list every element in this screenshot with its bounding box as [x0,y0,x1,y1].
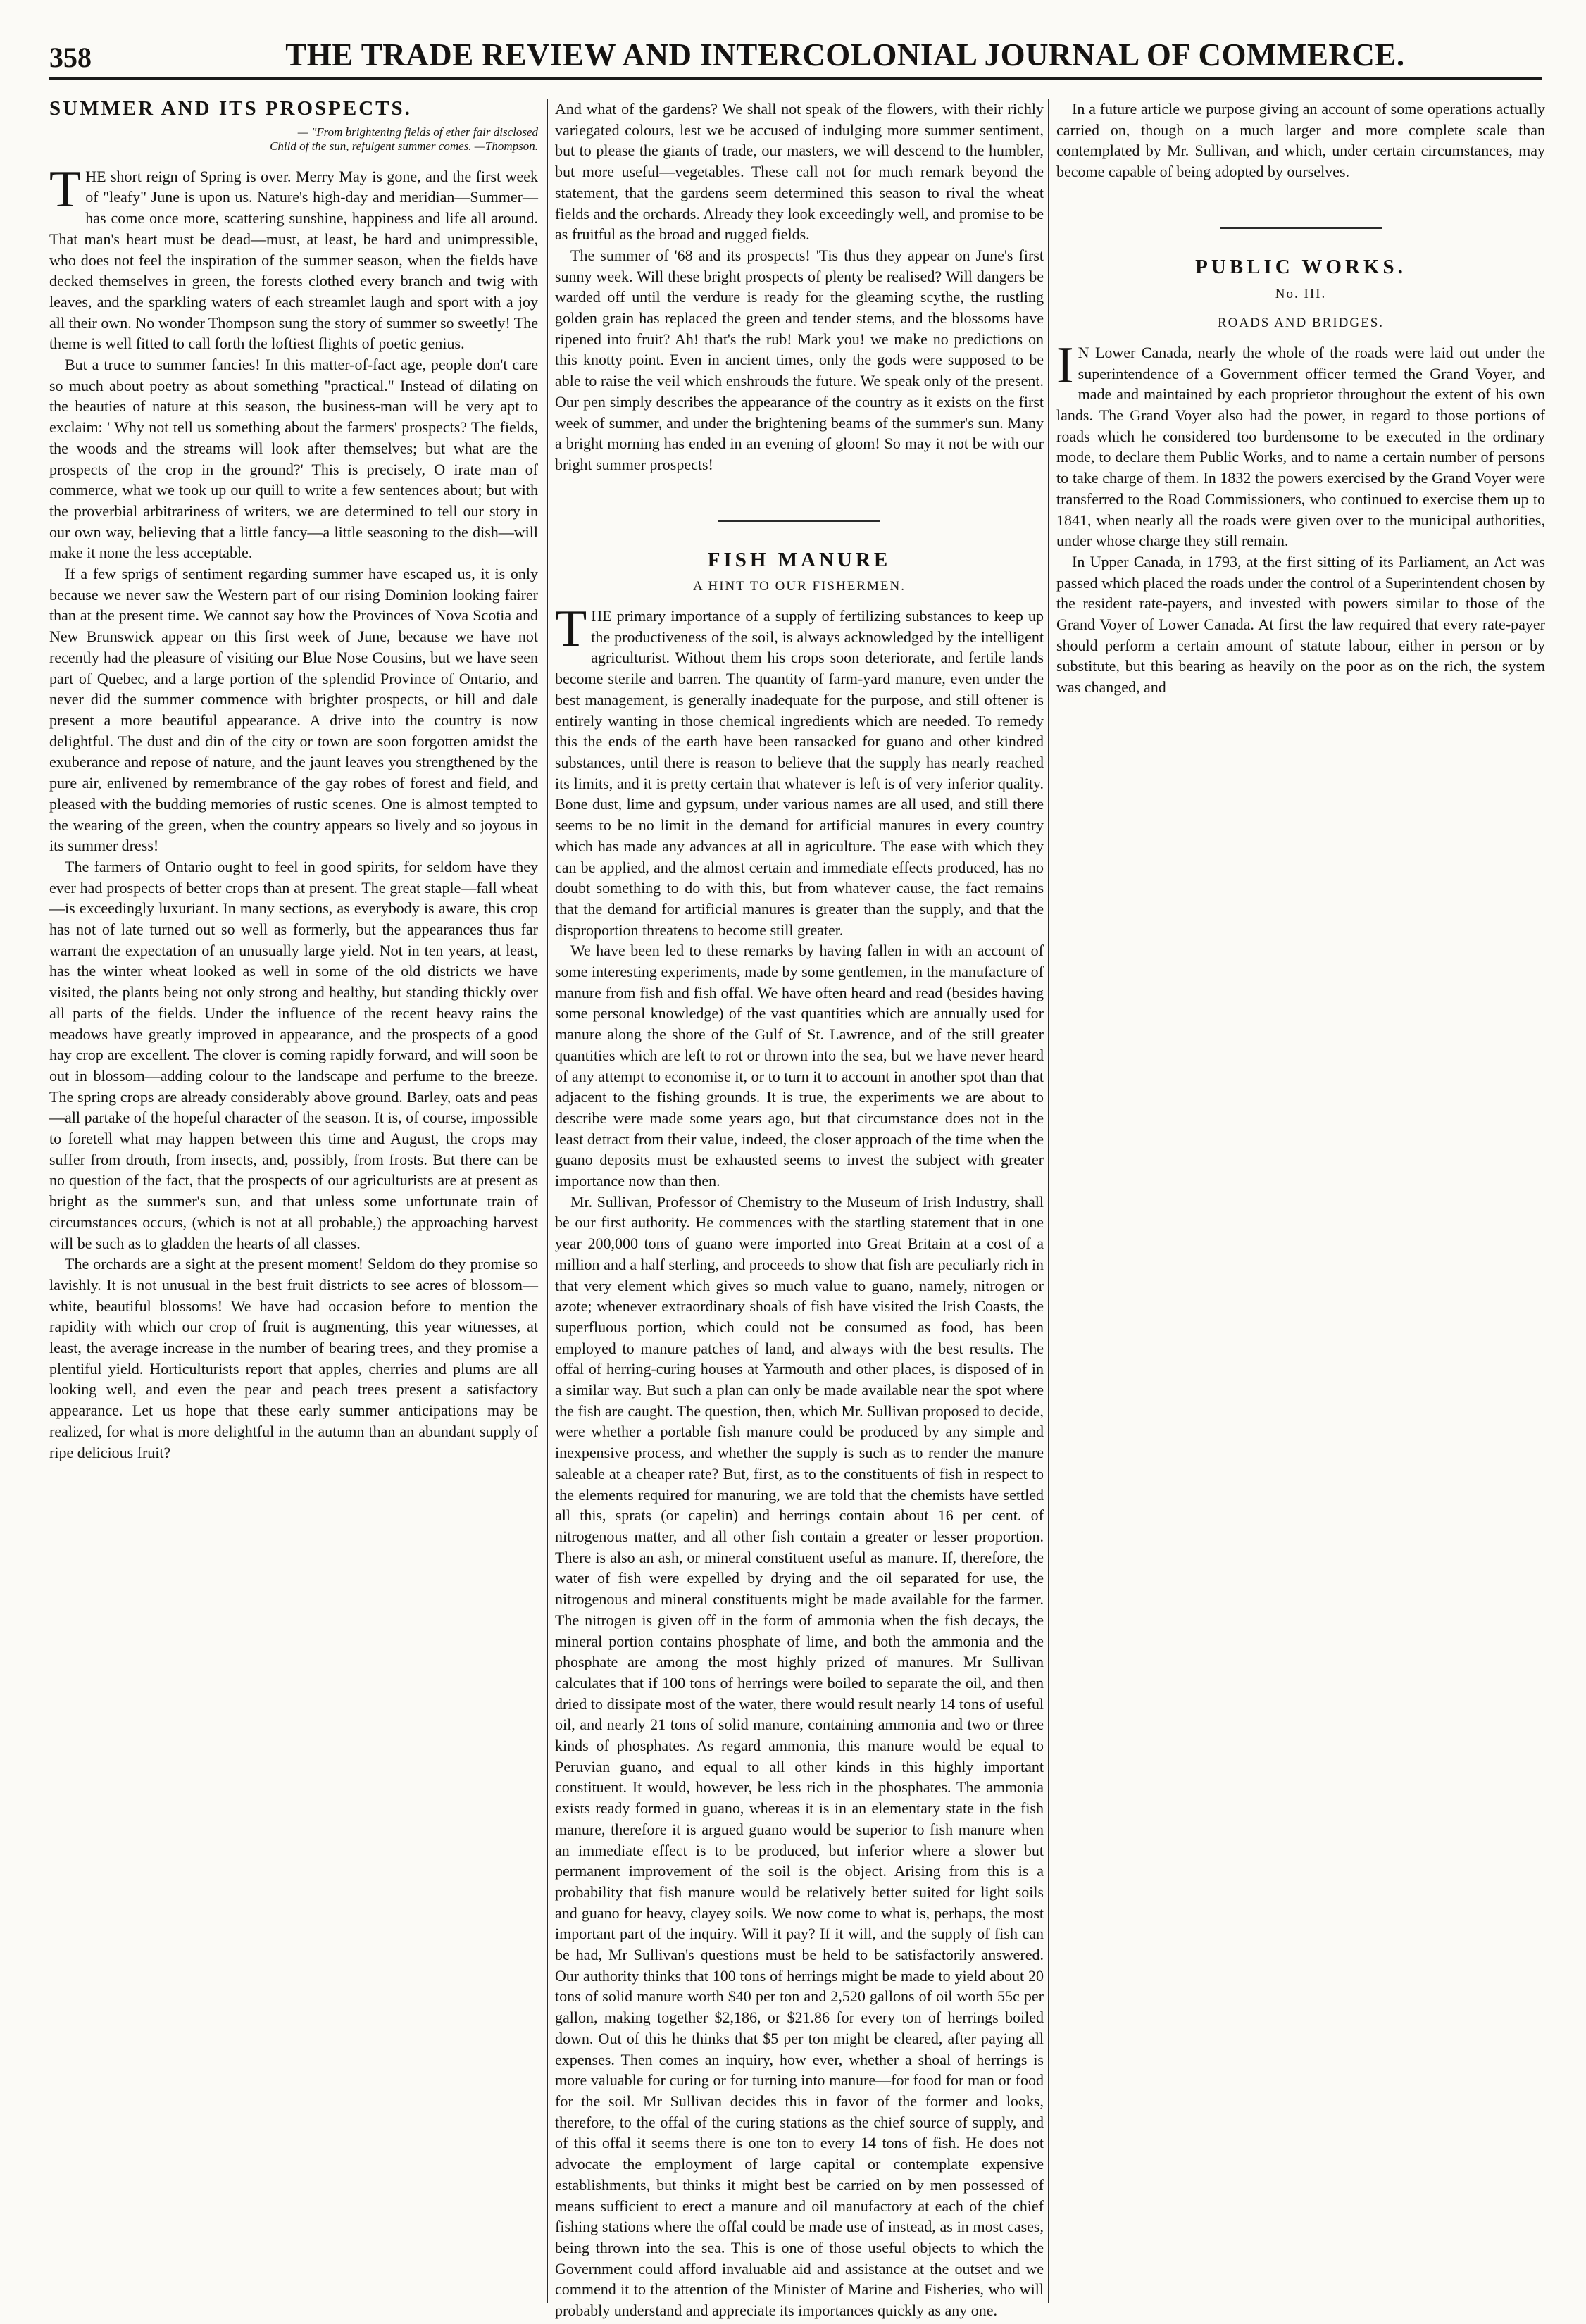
article-separator [718,520,880,522]
paragraph-text: HE short reign of Spring is over. Merry May is gone, and the first week of "leafy" June is upon us. Nature's high-day and meridian—Summer—has come once more, scattering sunshine, happiness and life all around. That man's heart must be dead—must, at least, be hard and unimpressible, who does not feel the inspiration of the summer season, when the fields have decked themselves in green, the forests clothed every branch and twig with leaves, and the sparkling waters of each streamlet laugh and sport with a joy all their own. No wonder Thompson sung the story of summer so sweetly! The theme is well fitted to call forth the loftiest flights of poetic genius. [49,167,538,353]
paragraph: Mr. Sullivan, Professor of Chemistry to the Museum of Irish Industry, shall be our first authority. He commences with the startling statement that in one year 200,000 tons of guano were imported into Great Britain at a cost of a million and a half sterling, and proceeds to show that fish are peculiarly rich in that very element which gives so much value to guano, namely, nitrogen or azote; whenever extraordinary shoals of fish have visited the Irish Coasts, the superfluous portion, which could not be consumed as food, has been employed to manure patches of land, and always with the best results. The offal of herring-curing houses at Yarmouth and other places, is disposed of in a similar way. But such a plan can only be made available near the spot where the fish are caught. The question, then, which Mr. Sullivan proposed to decide, were whether a portable fish manure could be produced by any simple and inexpensive process, and whether the supply is such as to render the manure saleable at a cheaper rate? But, first, as to the constituents of fish in respect to the elements required for manuring, we are told that the chemists have settled all this, sprats (or capelin) and herrings contain about 16 per cent. of nitrogenous matter, and all other fish contain a greater or lesser proportion. There is also an ash, or mineral constituent useful as manure. If, therefore, the water of fish were expelled by drying and the oil separated for use, the nitrogenous and mineral constituents might be made available for the farmer. The nitrogen is given off in the form of ammonia when the fish decays, the mineral portion contains phosphate of lime, and both the ammonia and the phosphate are among the most highly prized of manures. Mr Sullivan calculates that if 100 tons of herrings were boiled to separate the oil, and then dried to dissipate most of the water, there would result nearly 14 tons of useful oil, and nearly 21 tons of solid manure, containing ammonia and two or three kinds of phosphates. As regard ammonia, this manure would be equal to Peruvian guano, and equal to all other kinds in this highly important constituent. It would, however, be less rich in the phosphates. The ammonia exists ready formed in guano, whereas it is in an elementary state in the fish manure, therefore it is argued guano would be superior to fish manure when an immediate effect is to be produced, but inferior where a slower but permanent improvement of the soil is the object. Arising from this is a probability that fish manure would be relatively better suited for light soils and guano for heavy, clayey soils. We now come to what is, perhaps, the most important part of the inquiry. Will it pay? If it will, and the supply of fish can be had, Mr Sullivan's questions must be held to be satisfactorily answered. Our authority thinks that 100 tons of herrings might be made to yield about 20 tons of solid manure worth $40 per ton and 2,520 gallons of oil worth 55c per gallon, making together $2,186, or $21.86 for every ton of herrings boiled down. Out of this he thinks that $5 per ton might be cleared, after paying all expenses. Then comes an inquiry, how ever, whether a shoal of herrings is more valuable for curing or for turning into manure—for food for man or food for the soil. Mr Sullivan decides this in favor of the former and looks, therefore, to the offal of the curing stations as the chief source of supply, and of this offal it seems there is one ton to every 14 tons of fish. He does not advocate the employment of large capital or contemplate expensive establishments, but thinks it might best be carried on by men possessed of means sufficient to erect a manure and oil manufactory at each of the chief fishing stations where the offal could be made use of instead, as in most cases, being thrown into the sea. This is one of those useful objects to which the Government could afford invaluable aid and assistance at the outset and we commend it to the attention of the Minister of Marine and Fisheries, who will probably understand and appreciate its importances quickly as any one. [555,1192,1044,2320]
epigraph [49,125,538,154]
paragraph: And what of the gardens? We shall not speak of the flowers, with their richly variegated colours, lest we be accused of indulging more summer sentiment, but to please the giants of trade, our masters, we will descend to the humbler, but more useful—vegetables. These call not for much remark beyond the statement, that the gardens seem determined this season to rival the wheat fields and the orchards. Already they look exceedingly well, and promise to be as fruitful as the broad and rugged fields. [555,100,1044,244]
paragraph: If a few sprigs of sentiment regarding summer have escaped us, it is only because we never saw the Western part of our rising Dominion looking fairer than at the present time. We cannot say how the Provinces of Nova Scotia and New Brunswick appear on this first week of June, because we have not recently had the pleasure of visiting our Blue Nose Cousins, but we have seen part of Quebec, and a large portion of the splendid Province of Ontario, and never did the summer commence with brighter prospects, or hill and dale present a more beautiful appearance. A drive into the country is now delightful. The dust and din of the city or town are soon forgotten amidst the exuberance and repose of nature, and the jaunt leaves you strengthened by the pure air, enlivened by remembrance of the gay robes of forest and field, and pleased with the budding memories of rustic scenes. One is almost tempted to the wearing of the green, when the country appears so lively and so joyous in its summer dress! [49,565,538,855]
column-rule [547,99,548,2303]
article-title: SUMMER AND ITS PROSPECTS. [49,97,412,120]
article-subtitle: ROADS AND BRIDGES. [1217,316,1385,331]
article-public-works [1056,257,1545,698]
paragraph: The summer of '68 and its prospects! 'Tis thus they appear on June's first sunny week. Will these bright prospects of plenty be realised? Will dangers be warded off until the verdure is ready for the gleaming scythe, the rustling golden grain has replaced the green and tender stems, and the blossoms have ripened into fruit? Ah! that's the rub! Mark you! we make no predictions on this knotty point. Even in ancient times, only the gods were supposed to be able to raise the veil which enshrouds the future. We speak only of the present. Our pen simply describes the appearance of the country as it exists on the first week of summer, and under the brightening beams of the summer's sun. Many a bright morning has ended in an evening of gloom! So may it not be with our bright summer prospects! [555,246,1044,473]
paragraph [49,160,538,354]
column-rule [1048,99,1049,2303]
paragraph-text: HE primary importance of a supply of fertilizing substances to keep up the productiveness of the soil, is always acknowledged by the intelligent agriculturist. Without them his crops soon deteriorate, and fertile lands become sterile and barren. The quantity of farm-yard manure, even under the best management, is generally inadequate for the purpose, and still oftener is entirely wanting in those chemical ingredients which are needed. To remedy this the ends of the earth have been ransacked for guano and other kindred substances, until there is reason to believe that the supply has nearly reached its limits, and it is pretty certain that whatever is left is of very inferior quality. Bone dust, lime and gypsum, under various names are all used, and still there seems to be no limit in the demand for artificial manures in every country which has made any advances at all in agriculture. The ease with which they can be applied, and the almost certain and immediate effects produced, has no doubt something to do with this, but from whatever cause, the fact remains that the demand for artificial manures is greater than the supply, and that the disproportion threatens to become still greater. [555,607,1044,939]
drop-cap: I [1056,336,1074,394]
journal-title: THE TRADE REVIEW AND INTERCOLONIAL JOURNAL OF COMMERCE. [285,37,1405,73]
article-subtitle: A HINT TO OUR FISHERMEN. [693,579,906,594]
paragraph: The farmers of Ontario ought to feel in good spirits, for seldom have they ever had prospects of better crops than at present. The great staple—fall wheat—is exceedingly luxuriant. In many sections, as everybody is aware, this crop has not of late turned out so well as formerly, but the appearances thus far warrant the expectation of an unusually large yield. Not in ten years, at least, has the winter wheat looked as well in some of the old districts we have visited, the plants being not only strong and healthy, but standing thickly over all parts of the fields. Under the influence of the recent heavy rains the meadows have greatly improved in appearance, and the prospects of a good hay crop are excellent. The clover is coming rapidly forward, and will soon be out in blossom—adding colour to the landscape and perfume to the breeze. The spring crops are already considerably above ground. Barley, oats and peas—all partake of the hopeful character of the season. It is, of course, impossible to foretell what may happen between this time and August, the crops may suffer from drouth, from insects, and, possibly, from frosts. But there can be no question of the fact, that the prospects of our agriculturists are at present as bright as the summer's sun, and that unless some unfortunate train of circumstances occurs, (which is not at all probable,) the approaching harvest will be such as to gladden the hearts of all classes. [49,857,538,1252]
paragraph: We have been led to these remarks by having fallen in with an account of some interesting experiments, made by some gentlemen, in the manufacture of manure from fish and fish offal. We have often heard and read (besides having some personal knowledge) of the vast quantities which are annually used for manure along the shore of the Gulf of St. Lawrence, and of the still greater quantities which are left to rot or thrown into the sea, but we have never heard of any attempt to economise it, or to turn it to account in another spot than that adjacent to the fishing grounds. It is true, the experiments we are about to describe were made some years ago, but that circumstance does not in the least detract from their value, indeed, the closer approach of the time when the guano deposits must be exhausted seems to invest the subject with greater importance now than then. [555,942,1044,1190]
article-column-2 [555,99,1044,2320]
article-column-1 [49,99,538,2303]
article-separator [1220,227,1382,229]
paragraph: In a future article we purpose giving an account of some operations actually carried on, though on a much larger and more complete scale than contemplated by Mr. Sullivan, and which, under certain circumstances, may become capable of being adopted by ourselves. [1056,100,1545,181]
paragraph [1056,336,1545,551]
article-number: No. III. [1275,286,1327,301]
drop-cap: T [555,600,587,658]
paragraph-text: N Lower Canada, nearly the whole of the roads were laid out under the superintendence of a Government officer termed the Grand Voyer, and made and maintained by each proprietor throughout the extent of his own lands. The Grand Voyer also had the power, in regard to those portions of roads which he considered too burdensome to be executed in the ordinary mode, to declare them Public Works, and to name a certain number of persons to take charge of them. In 1832 the powers exercised by the Grand Voyer were transferred to the Road Commissioners, who continued to exercise them up to 1841, when nearly all the roads were given over to the municipal authorities, under whose charge they still remain. [1056,343,1545,550]
article-summer [49,99,538,1463]
paragraph: But a truce to summer fancies! In this matter-of-fact age, people don't care so much about poetry as about something "practical." Instead of dilating on the beauties of nature at this season, the business-man will be very apt to exclaim: ' Why not tell us something about the farmers' prospects? The fields, the woods and the streams will look after themselves; but what are the prospects of the crop in the ground?' This is precisely, O irate man of commerce, what we took up our quill to write a few sentences about; but with the proverbial arbitrariness of writers, we are determined to tell our story in our own way, believing that a little fancy—a little seasoning to the dish—will make it none the less acceptable. [49,356,538,562]
paragraph: In Upper Canada, in 1793, at the first sitting of its Parliament, an Act was passed which placed the roads under the control of a Superintendent chosen by the resident rate-payers, and invested with powers similar to those of the Grand Voyer of Lower Canada. At first the law required that every rate-payer should perform a certain amount of statute labour, either in person or by substitute, but this bearing as heavily on the poor as on the rich, the system was changed, and [1056,552,1546,696]
epigraph-line: — "From brightening fields of ether fair disclosed [297,125,538,139]
article-fish-manure [555,550,1044,2321]
page-header [49,28,1542,80]
page-number: 358 [49,42,92,73]
paragraph [555,600,1044,940]
epigraph-line: Child of the sun, refulgent summer comes. —Thompson. [270,139,538,153]
article-title: FISH MANURE [707,548,892,571]
drop-cap: T [49,160,82,218]
paragraph: The orchards are a sight at the present moment! Seldom do they promise so lavishly. It is not unusual in the best fruit districts to see acres of blossom—white, beautiful blossoms! We have had occasion before to mention the rapidity with which our crop of fruit is augmenting, this year witnesses, at least, the average increase in the number of bearing trees, and they promise a plentiful yield. Horticulturists report that apples, cherries and plums are all looking well, and even the pear and peach trees present a satisfactory appearance. Let us hope that these early summer anticipations may be realized, for what is more delightful in the autumn than an abundant supply of ripe delicious fruit? [49,1255,538,1461]
article-title: PUBLIC WORKS. [1195,255,1406,278]
article-column-3 [1056,99,1545,2303]
